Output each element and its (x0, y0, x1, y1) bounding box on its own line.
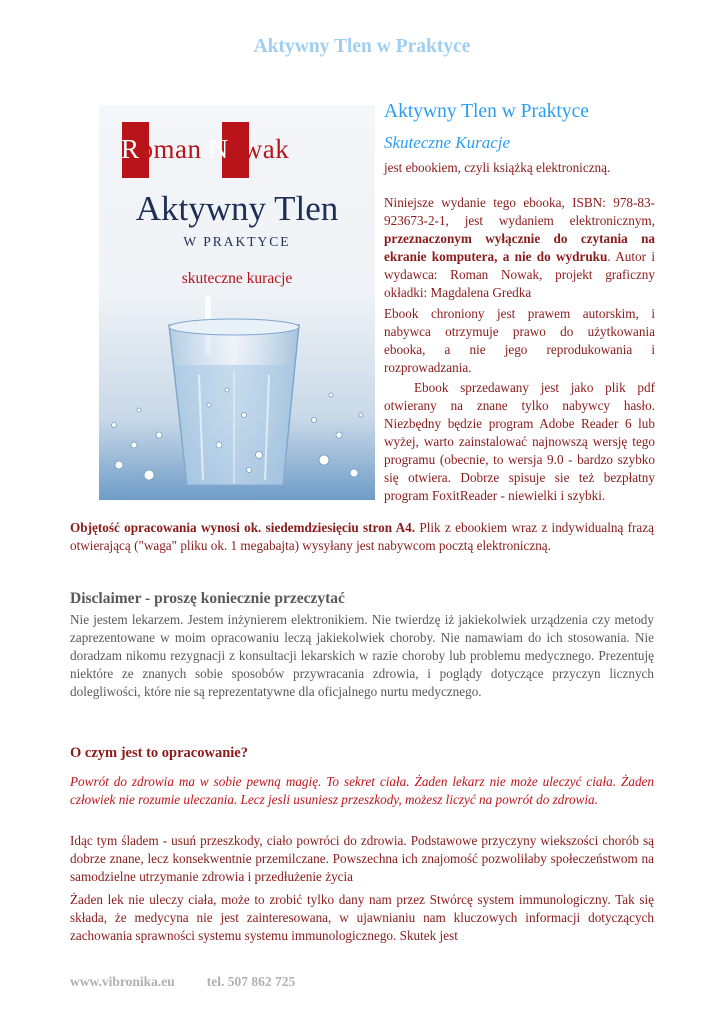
footer-phone: tel. 507 862 725 (206, 974, 296, 989)
about-paragraph-2: Żaden lek nie uleczy ciała, może to zrobić tylko dany nam przez Stwórcę system immunologiczny. Tak się składa, że medycyna nie jest zainteresowana, w ujawnianiu nam kluczowych informacji dotyczących zachowania sprawności systemu systemu immunologicznego. Skutek jest (70, 892, 654, 943)
water-glass-illustration (99, 295, 375, 500)
disclaimer-heading: Disclaimer - proszę koniecznie przeczytać (70, 590, 345, 607)
footer-website: www.vibronika.eu (70, 974, 175, 989)
cover-title: Aktywny Tlen (135, 189, 339, 228)
about-heading: O czym jest to opracowanie? (70, 745, 248, 761)
page-title: Aktywny Tlen w Praktyce (253, 36, 471, 57)
book-cover-image (99, 105, 375, 500)
print-restriction-note: przeznaczonym wyłącznie do czytania na ekranie komputera, a nie do wydruku (384, 231, 655, 264)
book-subtitle-heading: Skuteczne Kuracje (384, 133, 511, 152)
about-quote: Powrót do zdrowia ma w sobie pewną magię. To sekret ciała. Żaden lekarz nie może uleczyć ciała. Żaden człowiek nie rozumie uleczania. Lecz jesli usuniesz przeszkody, możesz liczyć na powrót do zdrowia. (70, 774, 654, 807)
cover-author: Roman Nowak (121, 134, 290, 164)
disclaimer-text: Nie jestem lekarzem. Jestem inżynierem elektronikiem. Nie twierdzę iż jakiekolwiek urządzenia czy metody zaprezentowane w moim opracowaniu leczą jakiekolwiek choroby. Nie namawiam do ich stosowania. Nie doradzam nikomu rezygnacji z konsultacji lekarskich w razie choroby lub problemu medycznego. Prezentuję niektóre ze znanych sobie sposobów przywracania zdrowia, i poglądy dotyczące przyczyn licznych dolegliwości, które nie są reprezentatywne dla oficjalnego nurtu medycznego. (70, 612, 654, 699)
edition-paragraph: Niniejsze wydanie tego ebooka, ISBN: 978-83-923673-2-1, jest wydaniem elektronicznym, przeznaczonym wyłącznie do czytania na ekranie komputera, a nie do wydruku. Autor i wydawca: Roman Nowak, projekt graficzny okładki: Magdalena Gredka (384, 195, 656, 300)
copyright-paragraph: Ebook chroniony jest prawem autorskim, i nabywca otrzymuje prawo do użytkowania ebooka, a nie jego reprodukowania i rozprowadzania. (384, 306, 655, 375)
footer (70, 974, 327, 990)
about-paragraph-1: Idąc tym śladem - usuń przeszkody, ciało powróci do zdrowia. Podstawowe przyczyny wiekszości chorób są dobrze znane, lecz konsekwentnie przemilczane. Powszechna ich znajomość pozwoliłaby społeczeństwom na samodzielne utrzymanie zdrowia i przedłużenie życia (70, 833, 654, 884)
intro-paragraph: jest ebookiem, czyli książką elektroniczną. (384, 160, 611, 175)
cover-subtitle: W PRAKTYCE (183, 234, 291, 249)
format-paragraph: Ebook sprzedawany jest jako plik pdf otwierany na znane tylko nabywcy hasło. Niezbędny będzie program Adobe Reader 6 lub wyżej, warto zainstalować najnowszą wersję tego programu (obecnie, to wersja 9.0 - bardzo szybko się otwiera. Dobrze spisuje sie też bezpłatny program FoxitReader - niewielki i szybki. (384, 380, 655, 503)
book-title-heading: Aktywny Tlen w Praktyce (384, 101, 589, 122)
volume-paragraph: Objętość opracowania wynosi ok. siedemdziesięciu stron A4. Plik z ebookiem wraz z indywidualną frazą otwierającą ("waga" pliku ok. 1 megabajta) wysyłany jest nabywcom pocztą elektroniczną. (70, 520, 654, 553)
cover-tagline: skuteczne kuracje (181, 270, 293, 287)
